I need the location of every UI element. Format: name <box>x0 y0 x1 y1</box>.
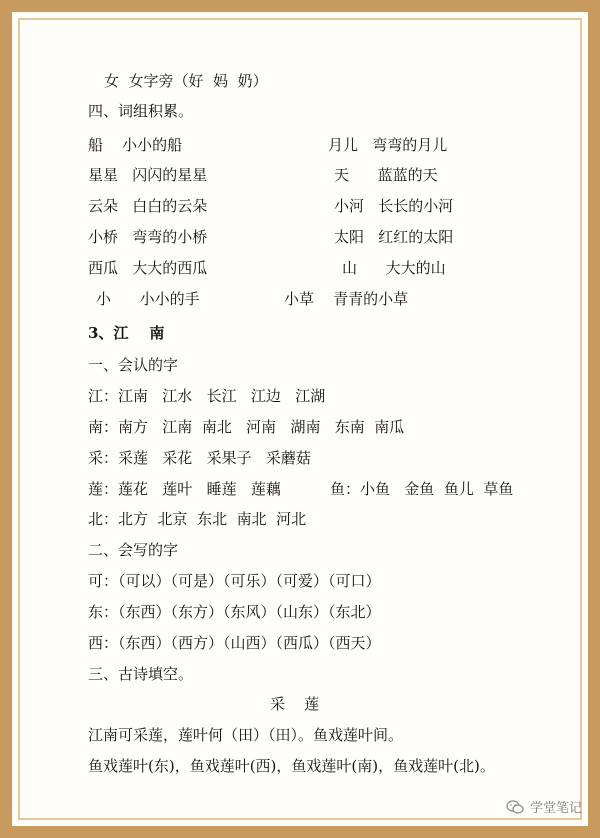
word-row: 江：江南 江水 长江 江边 江湖 <box>88 387 326 405</box>
phrase-item: 小河 长长的小河 <box>334 197 454 215</box>
phrase-item: 小 小小的手 <box>96 290 200 308</box>
lesson-title: 3、江 南 <box>88 324 165 342</box>
wechat-icon <box>506 800 524 814</box>
section-heading-recognize: 一、会认的字 <box>88 356 179 374</box>
phrase-item: 西瓜 大大的西瓜 <box>88 259 208 277</box>
section-heading-write: 二、会写的字 <box>88 541 179 559</box>
poem-title: 采 莲 <box>270 695 320 713</box>
section-heading-poem: 三、古诗填空。 <box>88 665 194 683</box>
word-row: 莲：莲花 莲叶 睡莲 莲藕 <box>88 480 281 498</box>
radical-line: 女 女字旁（好 妈 奶） <box>104 72 268 90</box>
word-row: 南：南方 江南 南北 河南 湖南 东南 南瓜 <box>88 418 405 436</box>
phrase-item: 天 蓝蓝的天 <box>334 166 438 184</box>
phrase-item: 太阳 红红的太阳 <box>334 228 454 246</box>
watermark <box>506 797 582 816</box>
word-row: 鱼：小鱼 金鱼 鱼儿 草鱼 <box>330 480 514 498</box>
phrase-item: 云朵 白白的云朵 <box>88 197 208 215</box>
poem-line: 江南可采莲，莲叶何（田）（田）。鱼戏莲叶间。 <box>88 726 404 744</box>
word-row: 可：（可以）（可是）（可乐）（可爱）（可口） <box>88 572 381 590</box>
section-heading-phrases: 四、词组积累。 <box>88 102 194 120</box>
watermark-text: 学堂笔记 <box>529 801 582 816</box>
poem-line: 鱼戏莲叶(东)，鱼戏莲叶(西)，鱼戏莲叶(南)，鱼戏莲叶(北)。 <box>88 757 495 775</box>
word-row: 东：（东西）（东方）（东风）（山东）（东北） <box>88 603 381 621</box>
phrase-item: 山 大大的山 <box>342 259 446 277</box>
word-row: 西：（东西）（西方）（山西）（西瓜）（西天） <box>88 634 381 652</box>
word-row: 北：北方 北京 东北 南北 河北 <box>88 510 307 528</box>
phrase-item: 船 小小的船 <box>88 136 183 154</box>
phrase-item: 小桥 弯弯的小桥 <box>88 228 208 246</box>
word-row: 采：采莲 采花 采果子 采蘑菇 <box>88 449 311 467</box>
phrase-item: 小草 青青的小草 <box>284 290 409 308</box>
phrase-item: 星星 闪闪的星星 <box>88 166 208 184</box>
phrase-item: 月儿 弯弯的月儿 <box>328 136 448 154</box>
